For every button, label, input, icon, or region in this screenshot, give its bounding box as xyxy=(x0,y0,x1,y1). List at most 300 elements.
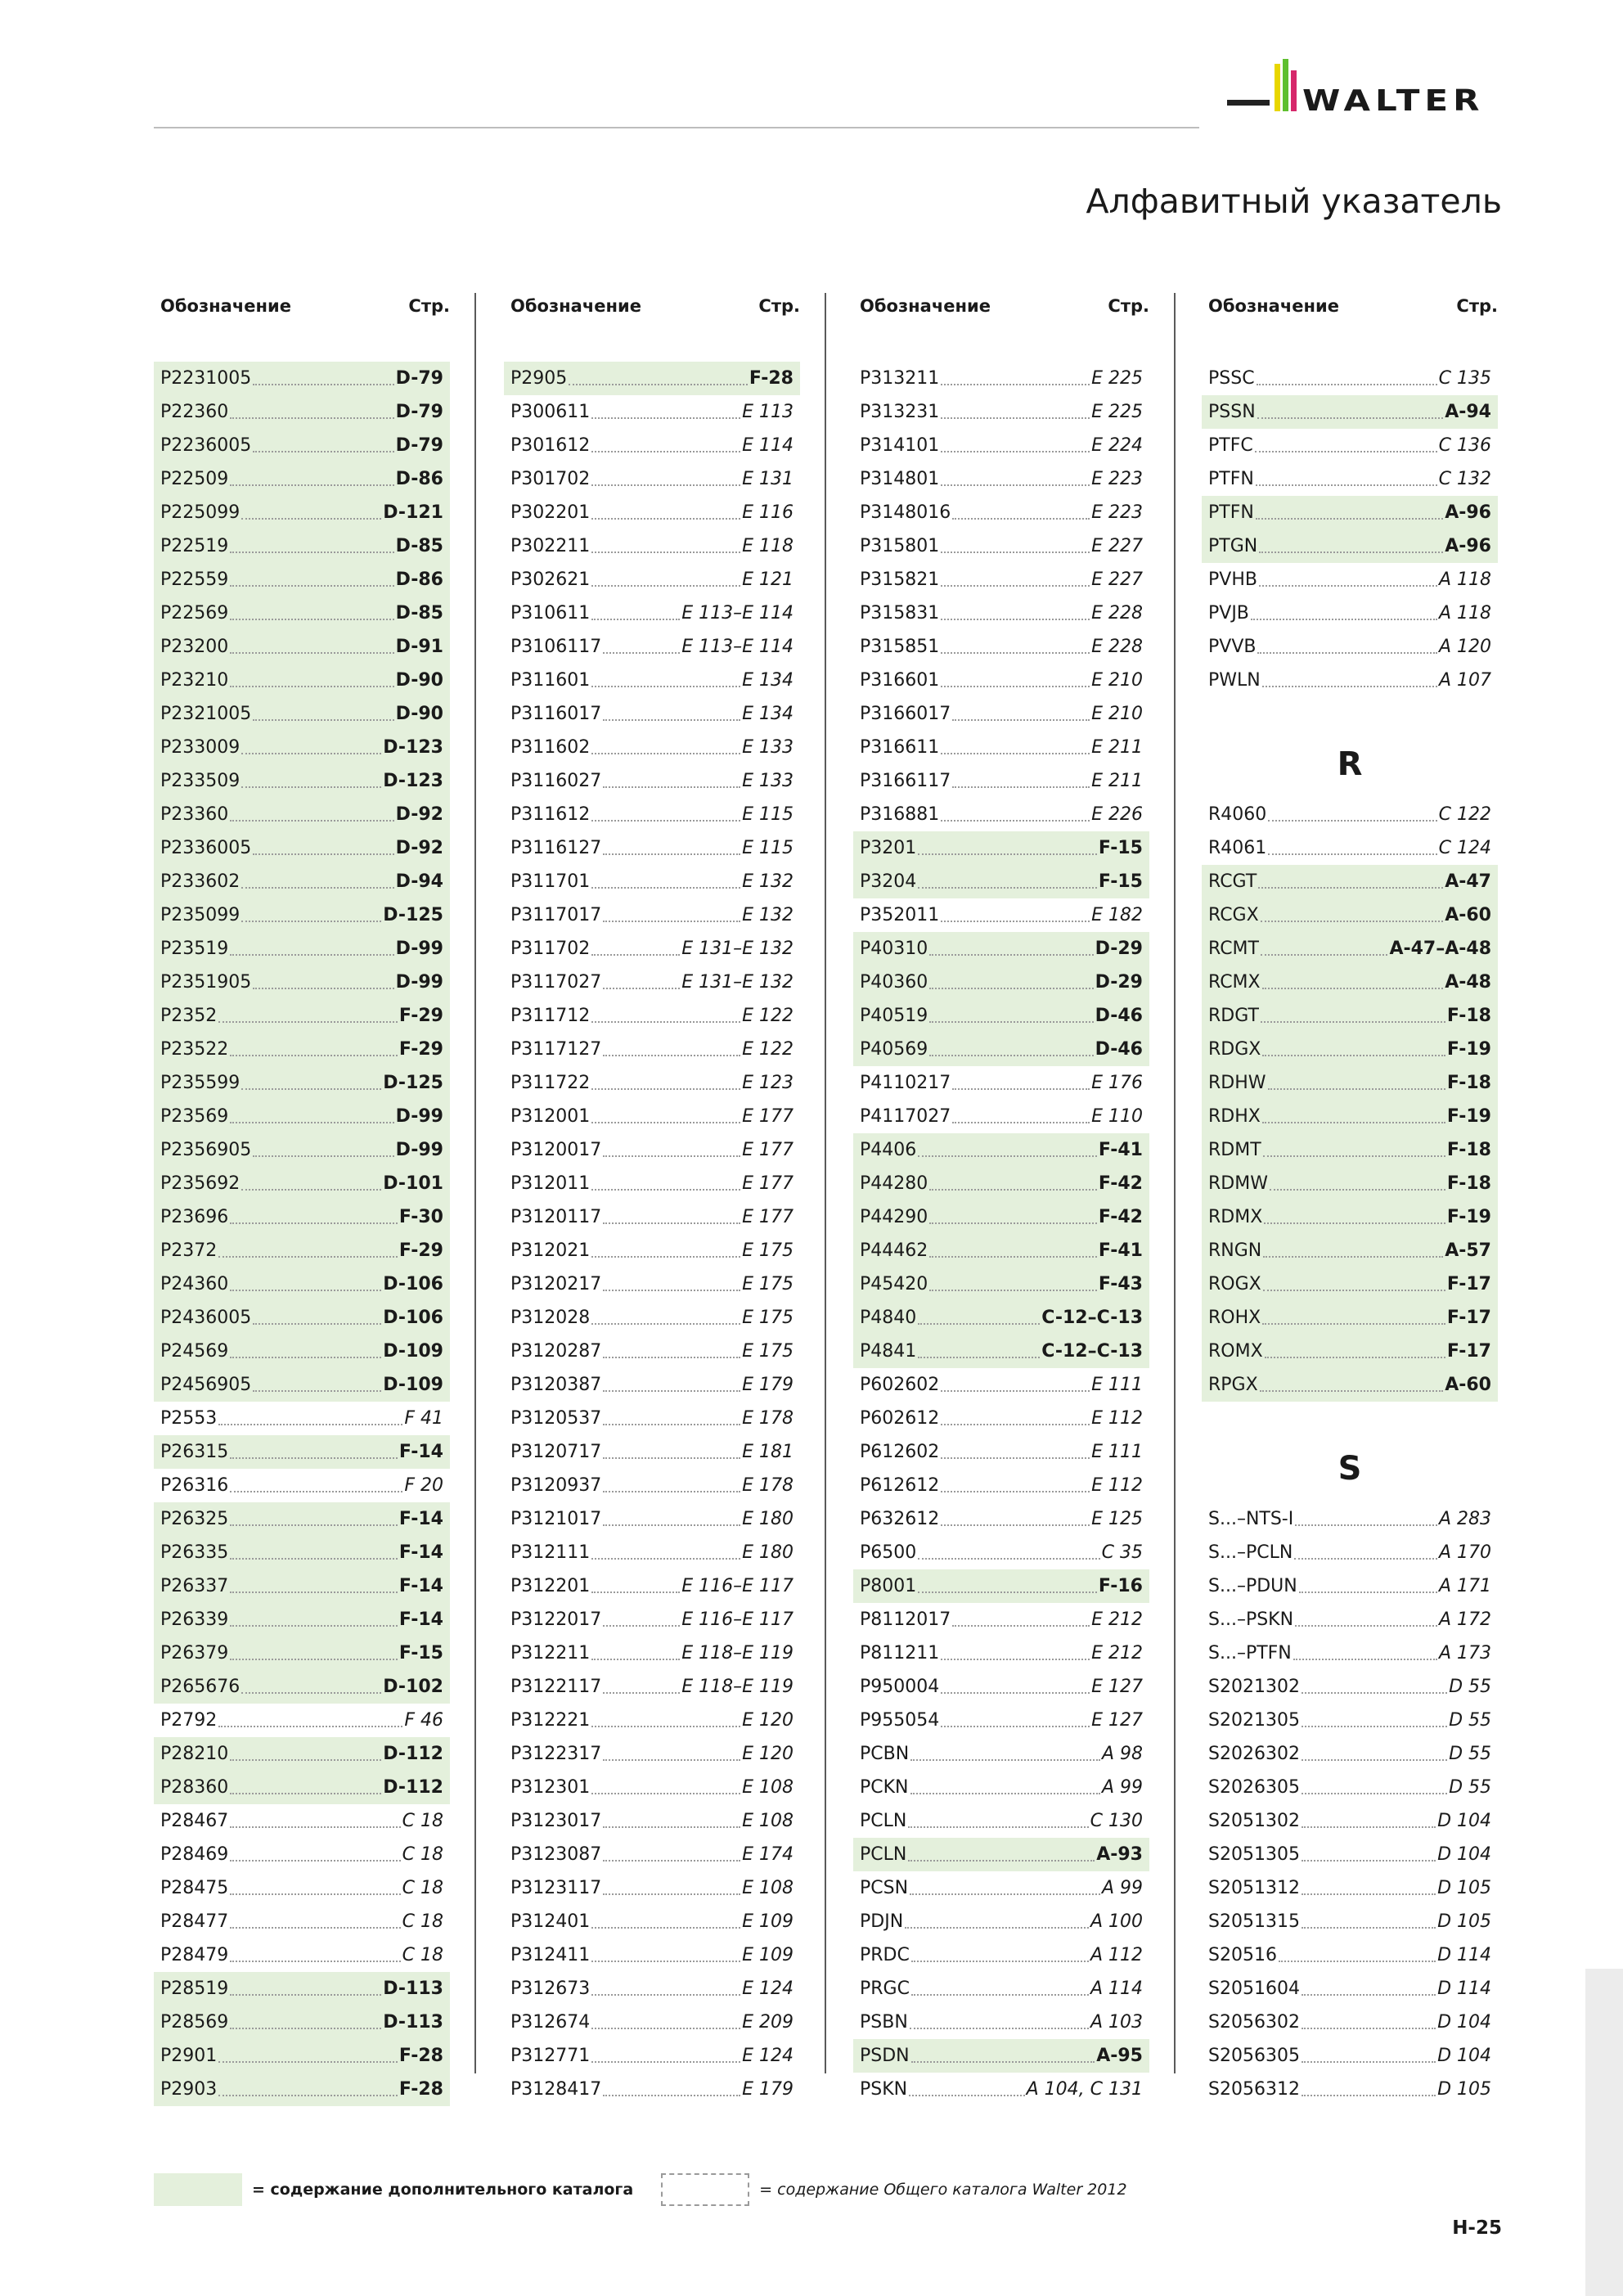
index-entry xyxy=(853,1771,1149,1804)
entry-code: P3120537 xyxy=(510,1408,602,1429)
logo-dash xyxy=(1227,100,1270,106)
entry-code: P3123117 xyxy=(510,1878,602,1898)
entry-page: D 55 xyxy=(1449,1677,1491,1697)
entry-page: D-85 xyxy=(395,536,443,556)
entry-page: F-19 xyxy=(1446,1039,1491,1060)
entry-code: P950004 xyxy=(860,1677,940,1697)
index-entry xyxy=(853,1838,1149,1871)
dot-leader xyxy=(929,988,1093,989)
dot-leader xyxy=(591,1726,740,1727)
entry-page: C-12–C-13 xyxy=(1041,1341,1143,1362)
entry-page: E 177 xyxy=(742,1207,794,1227)
index-entry xyxy=(1202,1603,1498,1636)
index-entry xyxy=(504,1771,800,1804)
dot-leader xyxy=(218,1726,402,1727)
dot-leader xyxy=(253,1390,381,1392)
dot-leader xyxy=(603,1860,740,1862)
entry-code: P3120937 xyxy=(510,1475,602,1496)
dot-leader xyxy=(603,1357,740,1358)
dot-leader xyxy=(591,484,740,486)
entry-code: P22559 xyxy=(160,569,229,590)
dot-leader xyxy=(591,1659,680,1660)
entry-code: P44280 xyxy=(860,1173,928,1194)
index-entry xyxy=(1202,395,1498,429)
entry-page: E 127 xyxy=(1091,1710,1143,1731)
entry-page: D-125 xyxy=(383,905,443,925)
entry-page: E 122 xyxy=(742,1006,794,1026)
entry-page: E 113–E 114 xyxy=(681,603,794,624)
index-entry xyxy=(1202,1737,1498,1771)
dot-leader xyxy=(929,1055,1093,1056)
entry-code: P265676 xyxy=(160,1677,241,1697)
index-entry xyxy=(853,999,1149,1033)
entry-code: P311701 xyxy=(510,871,591,892)
dot-leader xyxy=(230,1558,398,1560)
entry-code: RNGN xyxy=(1208,1240,1262,1261)
entry-code: S2051302 xyxy=(1208,1811,1300,1831)
index-entry xyxy=(504,798,800,831)
entry-page: E 111 xyxy=(1091,1442,1143,1462)
dot-leader xyxy=(253,451,393,452)
entry-code: P4117027 xyxy=(860,1106,951,1127)
dot-leader xyxy=(941,1457,1090,1459)
index-entry xyxy=(1202,1200,1498,1234)
index-entry xyxy=(154,798,450,831)
entry-page: C 135 xyxy=(1438,368,1491,389)
index-entry xyxy=(504,2006,800,2039)
index-entry xyxy=(154,1435,450,1469)
entry-page: A-95 xyxy=(1096,2046,1143,2066)
entry-code: P2372 xyxy=(160,1240,218,1261)
dot-leader xyxy=(910,1793,1100,1794)
dot-leader xyxy=(603,1826,740,1828)
index-entry xyxy=(504,395,800,429)
index-entry xyxy=(504,1033,800,1066)
entry-code: R4061 xyxy=(1208,838,1267,858)
logo-wordmark: WALTER xyxy=(1302,83,1485,118)
entry-page: E 223 xyxy=(1091,502,1143,523)
dot-leader xyxy=(230,954,393,956)
entry-code: S2051604 xyxy=(1208,1979,1300,1999)
dot-leader xyxy=(1264,1222,1445,1224)
entry-page: D-112 xyxy=(383,1744,443,1764)
entry-page: F-42 xyxy=(1098,1207,1143,1227)
entry-code: P235599 xyxy=(160,1073,241,1093)
entry-code: P3123087 xyxy=(510,1844,602,1865)
entry-page: E 113 xyxy=(742,402,794,422)
entry-code: S...–PTFN xyxy=(1208,1643,1292,1663)
entry-page: D-86 xyxy=(395,469,443,489)
entry-page: E 226 xyxy=(1091,804,1143,825)
entry-code: P302211 xyxy=(510,536,591,556)
dot-leader xyxy=(603,1759,740,1761)
dot-leader xyxy=(230,551,393,553)
entry-page: D-113 xyxy=(383,2012,443,2033)
entry-code: P2236005 xyxy=(160,435,252,456)
entry-page: D 105 xyxy=(1437,1911,1491,1932)
entry-code: PVVB xyxy=(1208,637,1257,657)
entry-page: F-42 xyxy=(1098,1173,1143,1194)
entry-page: A-96 xyxy=(1445,536,1491,556)
index-entry xyxy=(154,496,450,529)
dot-leader xyxy=(230,585,393,587)
entry-code: S2051312 xyxy=(1208,1878,1300,1898)
entry-page: E 175 xyxy=(742,1274,794,1294)
entry-code: P3120717 xyxy=(510,1442,602,1462)
dot-leader xyxy=(230,1457,398,1459)
entry-code: P311722 xyxy=(510,1073,591,1093)
entry-code: P3116027 xyxy=(510,771,602,791)
logo-bar-green xyxy=(1283,59,1288,111)
entry-code: RDMX xyxy=(1208,1207,1263,1227)
index-entry xyxy=(154,429,450,462)
dot-leader xyxy=(230,1793,381,1794)
entry-page: F-18 xyxy=(1446,1006,1491,1026)
index-entry xyxy=(154,1133,450,1167)
entry-page: C 18 xyxy=(402,1878,443,1898)
entry-page: E 118–E 119 xyxy=(681,1643,794,1663)
entry-code: P2436005 xyxy=(160,1308,252,1328)
dot-leader xyxy=(230,1625,398,1627)
entry-page: E 133 xyxy=(742,737,794,758)
entry-code: RCGX xyxy=(1208,905,1259,925)
header-rule xyxy=(154,127,1199,128)
entry-code: RCGT xyxy=(1208,871,1257,892)
index-entry xyxy=(1202,429,1498,462)
entry-code: P311712 xyxy=(510,1006,591,1026)
entry-page: F-15 xyxy=(398,1643,443,1663)
entry-page: E 227 xyxy=(1091,569,1143,590)
entry-code: P22360 xyxy=(160,402,229,422)
entry-code: P315831 xyxy=(860,603,940,624)
entry-page: D-113 xyxy=(383,1979,443,1999)
dot-leader xyxy=(1302,1692,1447,1694)
entry-page: F-15 xyxy=(1098,871,1143,892)
index-entry xyxy=(154,966,450,999)
index-entry xyxy=(504,1469,800,1502)
entry-code: PCLN xyxy=(860,1811,907,1831)
dot-leader xyxy=(1262,1122,1445,1123)
entry-code: P2231005 xyxy=(160,368,252,389)
index-entry xyxy=(1202,1871,1498,1905)
dot-leader xyxy=(230,1826,400,1828)
dot-leader xyxy=(230,1860,400,1862)
column-header-label: Обозначение xyxy=(510,296,641,316)
entry-page: D 105 xyxy=(1437,2079,1491,2100)
index-entry xyxy=(1202,2039,1498,2073)
entry-page: F-19 xyxy=(1446,1207,1491,1227)
entry-page: A 112 xyxy=(1090,1945,1143,1965)
entry-code: P233509 xyxy=(160,771,241,791)
dot-leader xyxy=(929,954,1093,956)
entry-page: D-99 xyxy=(395,939,443,959)
index-entry xyxy=(154,563,450,597)
dot-leader xyxy=(929,1290,1097,1291)
entry-code: P612602 xyxy=(860,1442,940,1462)
entry-code: R4060 xyxy=(1208,804,1267,825)
entry-code: S2021305 xyxy=(1208,1710,1300,1731)
dot-leader xyxy=(591,820,740,822)
index-entry xyxy=(853,1737,1149,1771)
entry-code: P2905 xyxy=(510,368,568,389)
index-entry xyxy=(504,1066,800,1100)
dot-leader xyxy=(591,551,740,553)
index-entry xyxy=(853,1536,1149,1569)
entry-page: F-18 xyxy=(1446,1173,1491,1194)
index-entry xyxy=(853,1603,1149,1636)
entry-code: P2903 xyxy=(160,2079,218,2100)
entry-code: P3120017 xyxy=(510,1140,602,1160)
entry-code: PSSN xyxy=(1208,402,1256,422)
dot-leader xyxy=(603,988,680,989)
entry-page: E 180 xyxy=(742,1542,794,1563)
entry-page: E 120 xyxy=(742,1744,794,1764)
entry-code: P24360 xyxy=(160,1274,229,1294)
index-entry xyxy=(154,1972,450,2006)
dot-leader xyxy=(591,954,680,956)
dot-leader xyxy=(253,1155,393,1157)
entry-page: F-17 xyxy=(1446,1308,1491,1328)
entry-code: PVHB xyxy=(1208,569,1257,590)
dot-leader xyxy=(218,1256,398,1258)
entry-code: P2356905 xyxy=(160,1140,252,1160)
index-entry xyxy=(154,1737,450,1771)
entry-page: E 118 xyxy=(742,536,794,556)
entry-page: E 179 xyxy=(742,2079,794,2100)
entry-page: A 118 xyxy=(1438,569,1491,590)
index-entry xyxy=(504,1569,800,1603)
legend-general-text: = содержание Общего каталога Walter 2012 xyxy=(759,2181,1127,2199)
dot-leader xyxy=(941,1659,1090,1660)
dot-leader xyxy=(591,1793,740,1794)
dot-leader xyxy=(591,2028,740,2029)
index-entry xyxy=(853,1938,1149,1972)
index-entry xyxy=(154,1838,450,1871)
index-entry xyxy=(853,462,1149,496)
index-entry xyxy=(504,999,800,1033)
entry-page: A 171 xyxy=(1438,1576,1491,1596)
entry-code: PSBN xyxy=(860,2012,908,2033)
entry-code: S...–PDUN xyxy=(1208,1576,1297,1596)
entry-code: P28569 xyxy=(160,2012,229,2033)
dot-leader xyxy=(1257,652,1436,654)
index-entry xyxy=(1202,1771,1498,1804)
entry-code: S2056302 xyxy=(1208,2012,1300,2033)
index-entry xyxy=(504,1234,800,1267)
dot-leader xyxy=(1302,1994,1436,1996)
entry-code: P315821 xyxy=(860,569,940,590)
entry-code: P44462 xyxy=(860,1240,928,1261)
dot-leader xyxy=(603,1155,740,1157)
entry-page: A 104, C 131 xyxy=(1026,2079,1143,2100)
entry-code: P316881 xyxy=(860,804,940,825)
entry-page: F-14 xyxy=(398,1509,443,1529)
entry-code: P3120287 xyxy=(510,1341,602,1362)
entry-page: E 177 xyxy=(742,1106,794,1127)
entry-page: D-106 xyxy=(383,1274,443,1294)
dot-leader xyxy=(1262,1055,1445,1056)
dot-leader xyxy=(1262,686,1437,687)
entry-page: D-90 xyxy=(395,670,443,691)
entry-page: D 114 xyxy=(1437,1945,1491,1965)
dot-leader xyxy=(591,1256,740,1258)
dot-leader xyxy=(1263,1290,1445,1291)
entry-code: P2351905 xyxy=(160,972,252,993)
entry-page: E 116–E 117 xyxy=(681,1576,794,1596)
entry-page: F-15 xyxy=(1098,838,1143,858)
index-entry xyxy=(853,1670,1149,1704)
entry-code: PTFC xyxy=(1208,435,1253,456)
dot-leader xyxy=(253,384,393,385)
dot-leader xyxy=(1263,1155,1445,1157)
index-entry xyxy=(853,898,1149,932)
index-entry xyxy=(504,429,800,462)
entry-page: F-29 xyxy=(398,1240,443,1261)
entry-code: P955054 xyxy=(860,1710,940,1731)
index-entry xyxy=(504,697,800,731)
entry-page: A-94 xyxy=(1445,402,1491,422)
dot-leader xyxy=(1302,1927,1436,1929)
dot-leader xyxy=(1256,518,1443,520)
entry-page: E 224 xyxy=(1091,435,1143,456)
index-entry xyxy=(504,865,800,898)
column-header xyxy=(860,296,1149,321)
entry-page: A 120 xyxy=(1438,637,1491,657)
dot-leader xyxy=(591,753,740,754)
index-entry xyxy=(1202,2006,1498,2039)
index-entry xyxy=(504,2073,800,2106)
entry-page: A-60 xyxy=(1445,905,1491,925)
dot-leader xyxy=(941,1692,1090,1694)
dot-leader xyxy=(941,585,1090,587)
entry-code: P312028 xyxy=(510,1308,591,1328)
entry-page: A 170 xyxy=(1438,1542,1491,1563)
entry-code: S2021302 xyxy=(1208,1677,1300,1697)
index-entry xyxy=(1202,898,1498,932)
entry-code: P22519 xyxy=(160,536,229,556)
dot-leader xyxy=(230,1893,400,1895)
index-entry xyxy=(154,2006,450,2039)
dot-leader xyxy=(1261,1021,1445,1023)
index-rows xyxy=(154,362,450,2106)
entry-code: P26339 xyxy=(160,1609,229,1630)
index-entry xyxy=(154,1603,450,1636)
dot-leader xyxy=(918,1591,1097,1593)
dot-leader xyxy=(1261,954,1387,956)
section-letter-heading: S xyxy=(1338,1450,1362,1488)
index-entry xyxy=(504,1368,800,1402)
dot-leader xyxy=(952,1088,1090,1090)
entry-code: P312301 xyxy=(510,1777,591,1798)
entry-page: F-28 xyxy=(398,2079,443,2100)
entry-page: E 223 xyxy=(1091,469,1143,489)
entry-code: P2553 xyxy=(160,1408,218,1429)
entry-page: D-99 xyxy=(395,1106,443,1127)
index-entry xyxy=(154,1502,450,1536)
entry-code: P310611 xyxy=(510,603,591,624)
index-entry xyxy=(1202,1267,1498,1301)
dot-leader xyxy=(603,1692,680,1694)
entry-code: P811211 xyxy=(860,1643,940,1663)
index-entry xyxy=(853,798,1149,831)
dot-leader xyxy=(918,1323,1040,1325)
dot-leader xyxy=(603,921,740,922)
entry-code: P612612 xyxy=(860,1475,940,1496)
dot-leader xyxy=(1263,1256,1443,1258)
index-entry xyxy=(1202,496,1498,529)
entry-code: P3128417 xyxy=(510,2079,602,2100)
dot-leader xyxy=(1257,417,1444,419)
entry-code: P311602 xyxy=(510,737,591,758)
index-entry xyxy=(154,1704,450,1737)
dot-leader xyxy=(591,518,740,520)
dot-leader xyxy=(603,1390,740,1392)
index-entry xyxy=(504,1871,800,1905)
index-entry xyxy=(1202,1636,1498,1670)
entry-page: F-18 xyxy=(1446,1073,1491,1093)
index-entry xyxy=(853,1972,1149,2006)
index-entry xyxy=(853,1636,1149,1670)
entry-page: E 108 xyxy=(742,1777,794,1798)
entry-code: PSDN xyxy=(860,2046,910,2066)
legend-supplementary-text: = содержание дополнительного каталога xyxy=(252,2181,634,2199)
entry-page: F 41 xyxy=(404,1408,443,1429)
column-divider xyxy=(825,293,826,2073)
entry-code: P315851 xyxy=(860,637,940,657)
dot-leader xyxy=(253,1323,381,1325)
entry-code: P312111 xyxy=(510,1542,591,1563)
entry-code: P2901 xyxy=(160,2046,218,2066)
index-entry xyxy=(853,1301,1149,1335)
dot-leader xyxy=(941,921,1090,922)
dot-leader xyxy=(910,1893,1100,1895)
entry-page: D-85 xyxy=(395,603,443,624)
entry-page: E 177 xyxy=(742,1173,794,1194)
entry-code: P26379 xyxy=(160,1643,229,1663)
entry-code: P8112017 xyxy=(860,1609,951,1630)
index-entry xyxy=(154,999,450,1033)
index-entry xyxy=(853,1435,1149,1469)
index-entry xyxy=(853,1200,1149,1234)
dot-leader xyxy=(591,1088,740,1090)
index-entry xyxy=(504,731,800,764)
entry-code: P233602 xyxy=(160,871,241,892)
entry-page: E 110 xyxy=(1091,1106,1143,1127)
dot-leader xyxy=(1257,384,1437,385)
column-divider xyxy=(474,293,476,2073)
index-entry xyxy=(1202,1066,1498,1100)
entry-code: P3122117 xyxy=(510,1677,602,1697)
entry-page: E 132 xyxy=(742,905,794,925)
entry-page: E 212 xyxy=(1091,1609,1143,1630)
dot-leader xyxy=(1279,1961,1436,1962)
entry-code: P3148016 xyxy=(860,502,951,523)
entry-code: P4110217 xyxy=(860,1073,951,1093)
entry-page: A-47–A-48 xyxy=(1389,939,1491,959)
entry-page: E 132 xyxy=(742,871,794,892)
entry-code: P44290 xyxy=(860,1207,928,1227)
index-entry xyxy=(1202,1938,1498,1972)
dot-leader xyxy=(218,1424,402,1425)
entry-code: S...–PSKN xyxy=(1208,1609,1294,1630)
entry-code: P315801 xyxy=(860,536,940,556)
entry-code: P233009 xyxy=(160,737,241,758)
index-entry xyxy=(154,697,450,731)
entry-code: PRDC xyxy=(860,1945,910,1965)
index-entry xyxy=(154,395,450,429)
dot-leader xyxy=(918,1155,1097,1157)
index-entry xyxy=(154,1804,450,1838)
